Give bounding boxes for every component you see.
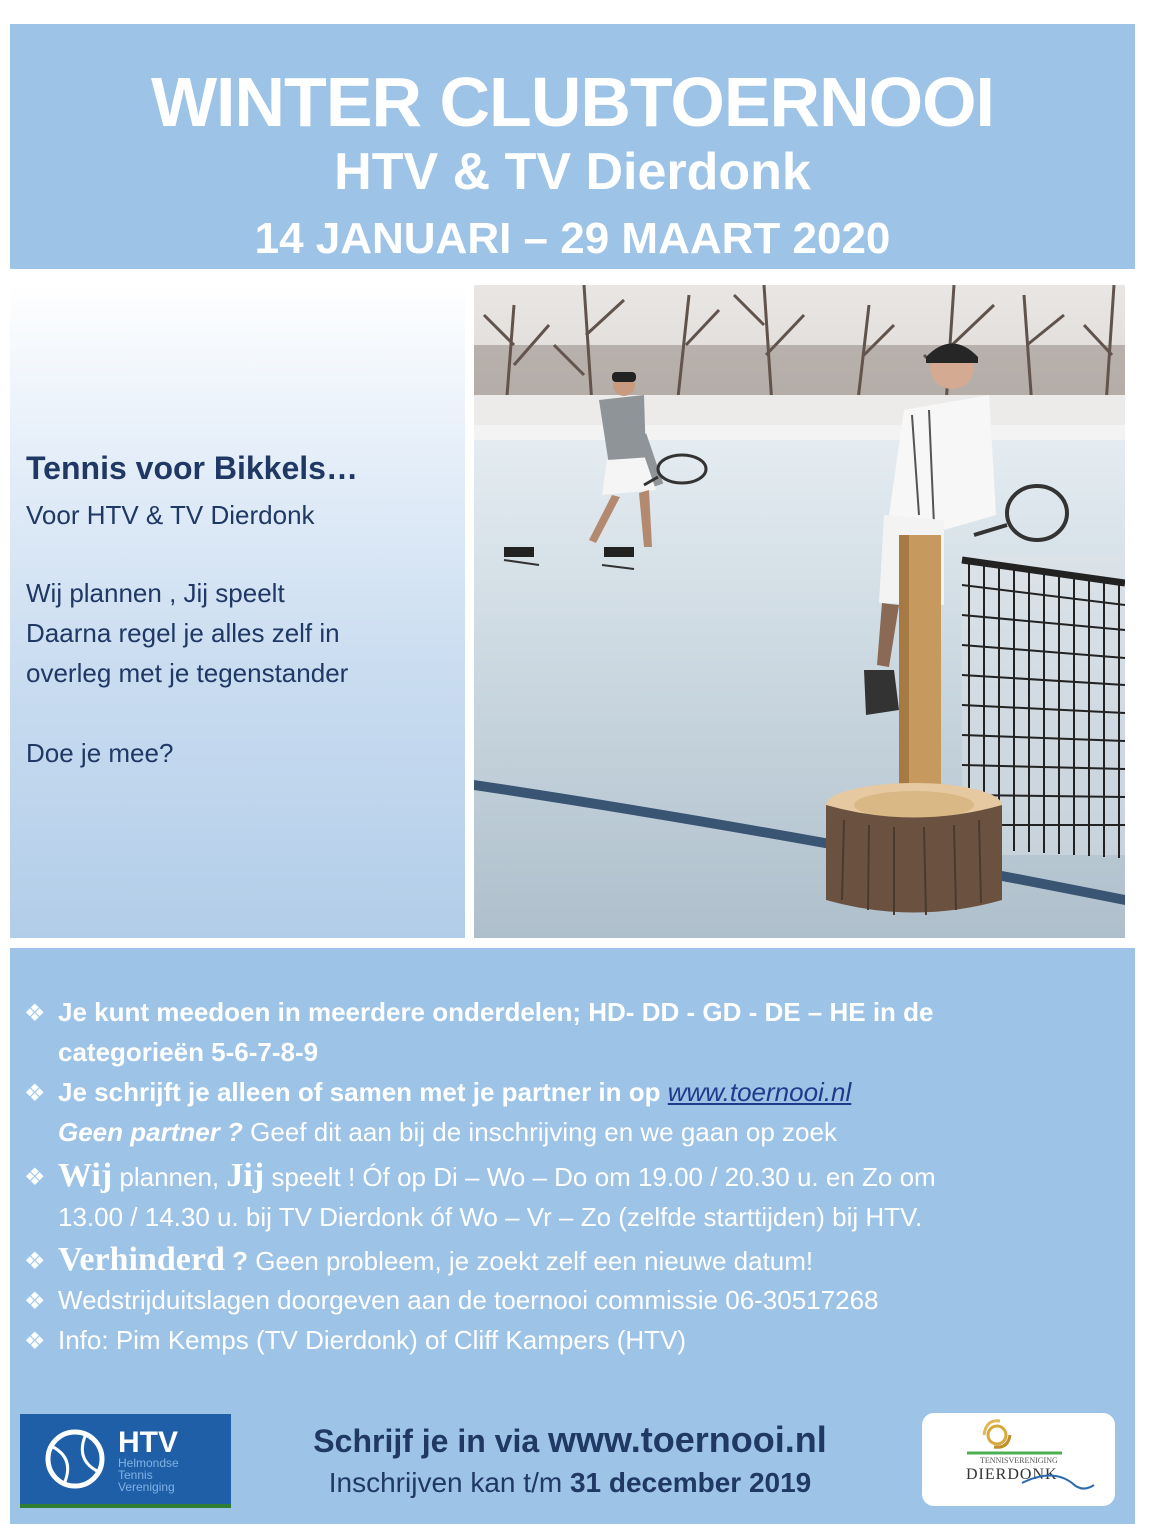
bullet-4-q: ? [224, 1246, 248, 1276]
bullet-2-italic: Geen partner ? [58, 1117, 243, 1147]
bullet-1-line-2: categorieën 5-6-7-8-9 [58, 1037, 319, 1067]
header-banner [10, 24, 1135, 269]
bullet-1-line-1: Je kunt meedoen in meerdere onderdelen; HD- DD - GD - DE – HE in de [58, 997, 934, 1027]
bullet-item-5: Wedstrijduitslagen doorgeven aan de toernooi commissie 06-30517268 [58, 1285, 879, 1315]
bullet-3-a: plannen, [112, 1162, 227, 1192]
bullet-item-2 [58, 1072, 1118, 1152]
toernooi-link[interactable]: www.toernooi.nl [667, 1077, 852, 1107]
htv-full-3: Vereniging [118, 1480, 175, 1494]
dierdonk-logo-graphic [922, 1413, 1115, 1506]
page-subtitle: HTV & TV Dierdonk [334, 143, 811, 201]
bullet-3-line-2: 13.00 / 14.30 u. bij TV Dierdonk óf Wo – Vr – Zo (zelfde starttijden) bij HTV. [58, 1202, 923, 1232]
diamond-bullet-icon: ❖ [24, 1248, 46, 1275]
intro-line-1: Wij plannen , Jij speelt [26, 578, 285, 608]
bullet-2-text: Je schrijft je alleen of samen met je partner in op [58, 1077, 668, 1107]
diamond-bullet-icon: ❖ [24, 1288, 46, 1315]
page-title: WINTER CLUBTOERNOOI [150, 63, 994, 141]
dierdonk-emblem-icon [984, 1421, 1010, 1447]
htv-logo [20, 1414, 231, 1508]
diamond-bullet-icon: ❖ [24, 1164, 46, 1191]
bullet-item-3 [58, 1156, 1118, 1237]
intro-question: Doe je mee? [26, 738, 174, 768]
tennis-ball-icon [48, 1432, 102, 1486]
bullet-item-6: Info: Pim Kemps (TV Dierdonk) of Cliff Kampers (HTV) [58, 1325, 687, 1355]
htv-full-1: Helmondse [118, 1456, 179, 1470]
diamond-bullet-icon: ❖ [24, 1000, 46, 1027]
htv-full-2: Tennis [118, 1468, 153, 1482]
bullet-item-1 [58, 992, 1118, 1072]
intro-line-3: overleg met je tegenstander [26, 658, 349, 688]
diamond-bullet-icon: ❖ [24, 1080, 46, 1107]
diamond-bullet-icon: ❖ [24, 1328, 46, 1355]
dierdonk-name: DIERDONK [966, 1466, 1058, 1483]
dierdonk-small: TENNISVERENIGING [980, 1456, 1058, 1465]
bullet-3-jij: Jij [226, 1157, 265, 1194]
bullet-3-wij: Wij [58, 1157, 113, 1194]
bullet-3-b: speelt ! Óf op Di – Wo – Do om 19.00 / 20.30 u. en Zo om [264, 1162, 936, 1192]
bullet-item-4 [58, 1240, 1118, 1281]
deadline-line [260, 1465, 880, 1501]
cta-url-link[interactable]: www.toernooi.nl [548, 1419, 827, 1460]
htv-abbr: HTV [118, 1426, 178, 1459]
bullet-4-rest: Geen probleem, je zoekt zelf een nieuwe datum! [248, 1246, 814, 1276]
dierdonk-logo [922, 1413, 1115, 1506]
intro-line-2: Daarna regel je alles zelf in [26, 618, 340, 648]
intro-heading: Tennis voor Bikkels… [26, 450, 358, 486]
cta-line [260, 1420, 880, 1461]
ice-tennis-illustration [474, 285, 1125, 938]
cta-prefix: Schrijf je in via [313, 1423, 549, 1459]
deadline-date: 31 december 2019 [569, 1467, 812, 1498]
bullet-4-big: Verhinderd [58, 1241, 225, 1278]
htv-logo-graphic [20, 1414, 231, 1504]
event-dates: 14 JANUARI – 29 MAART 2020 [254, 214, 891, 263]
bullet-2-rest: Geef dit aan bij de inschrijving en we gaan op zoek [242, 1117, 837, 1147]
intro-sub: Voor HTV & TV Dierdonk [26, 500, 315, 530]
signup-cta [260, 1420, 880, 1501]
deadline-prefix: Inschrijven kan t/m [328, 1467, 570, 1498]
ice-tennis-photo [474, 285, 1125, 938]
intro-panel [10, 283, 465, 938]
